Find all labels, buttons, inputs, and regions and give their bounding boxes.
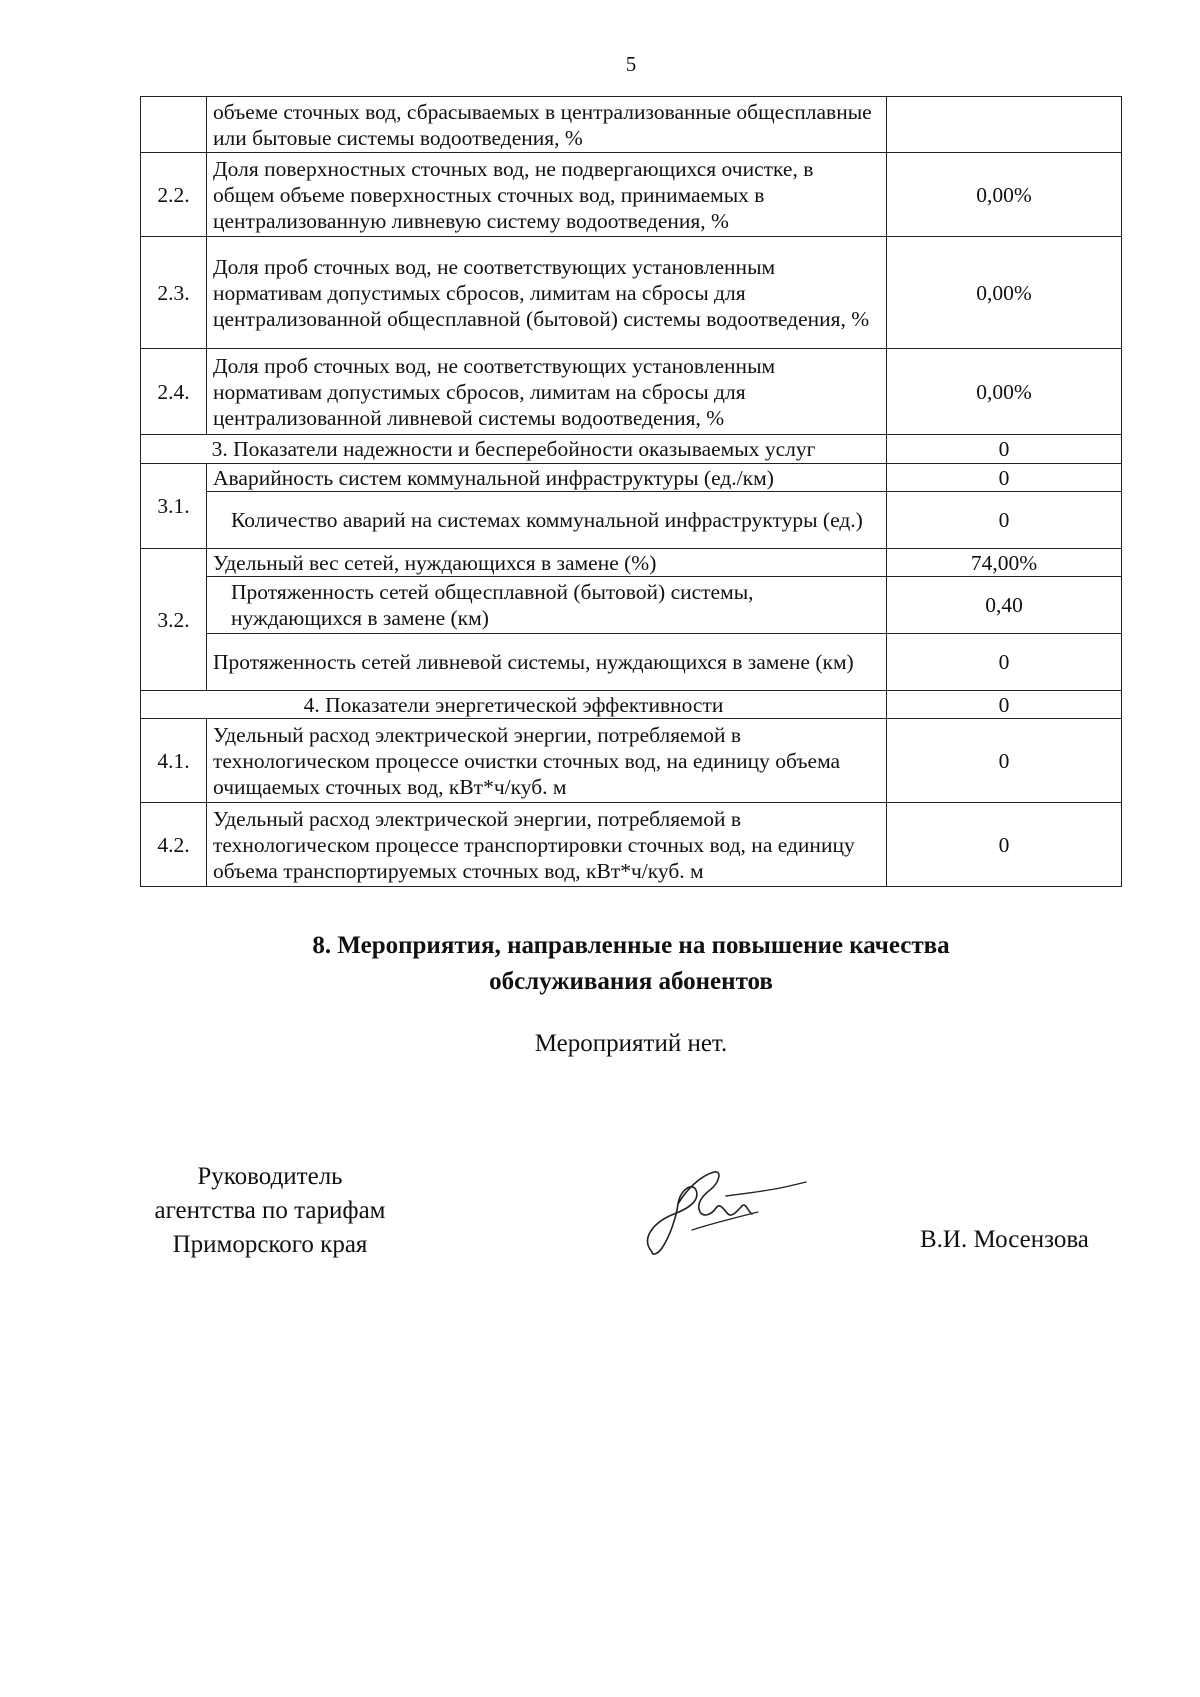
- table-row: [141, 349, 1122, 435]
- signer-position-line: Приморского края: [172, 1231, 368, 1258]
- indicator-value: 74,00%: [887, 549, 1122, 577]
- section-8-body: Мероприятий нет.: [534, 1030, 728, 1057]
- section-value: 0: [887, 691, 1122, 719]
- table-row: [141, 97, 1122, 153]
- signer-position-line: Руководитель: [197, 1163, 343, 1190]
- indicator-text: Количество аварий на системах коммунальной инфраструктуры (ед.): [207, 492, 887, 549]
- table-row: [141, 237, 1122, 349]
- page-number: 5: [625, 52, 637, 76]
- indicator-value: 0,00%: [887, 349, 1122, 435]
- table-row: [141, 464, 1122, 492]
- table-row: [141, 803, 1122, 887]
- signer-position-line: агентства по тарифам: [154, 1197, 386, 1224]
- indicator-value: 0: [887, 464, 1122, 492]
- indicator-text: Удельный вес сетей, нуждающихся в замене (%): [207, 549, 887, 577]
- indicator-text: Удельный расход электрической энергии, потребляемой в технологическом процессе очистки сточных вод, на единицу объема очищаемых сточных вод, кВт*ч/куб. м: [207, 719, 887, 803]
- indicator-value: 0: [887, 492, 1122, 549]
- table-row: [141, 719, 1122, 803]
- indicator-value: 0: [887, 634, 1122, 691]
- row-number: 2.3.: [141, 237, 207, 349]
- section-value: 0: [887, 435, 1122, 464]
- indicator-value: 0: [887, 803, 1122, 887]
- indicator-text: Аварийность систем коммунальной инфраструктуры (ед./км): [207, 464, 887, 492]
- indicator-text: Удельный расход электрической энергии, потребляемой в технологическом процессе транспортировки сточных вод, на единицу объема транспортируемых сточных вод, кВт*ч/куб. м: [207, 803, 887, 887]
- indicator-text: Протяженность сетей общесплавной (бытовой) системы, нуждающихся в замене (км): [207, 577, 887, 634]
- table-row: [141, 549, 1122, 577]
- section-8-title: [0, 928, 1200, 1000]
- table-section-row: [141, 435, 1122, 464]
- table-row: [141, 153, 1122, 237]
- section-8-title-line: 8. Мероприятия, направленные на повышение качества: [312, 932, 950, 959]
- section-8-title-line: обслуживания абонентов: [489, 968, 773, 995]
- row-number: 2.4.: [141, 349, 207, 435]
- indicators-table: [140, 96, 1122, 887]
- indicator-value: [887, 97, 1122, 153]
- indicator-value: 0,40: [887, 577, 1122, 634]
- indicator-text: объеме сточных вод, сбрасываемых в централизованные общесплавные или бытовые системы водоотведения, %: [207, 97, 887, 153]
- indicator-value: 0,00%: [887, 153, 1122, 237]
- indicator-value: 0,00%: [887, 237, 1122, 349]
- row-number: 3.2.: [141, 549, 207, 691]
- row-number: [141, 97, 207, 153]
- handwritten-signature-icon: [630, 1160, 810, 1270]
- indicator-text: Доля проб сточных вод, не соответствующих установленным нормативам допустимых сбросов, лимитам на сбросы для централизованной ливневой системы водоотведения, %: [207, 349, 887, 435]
- row-number: 4.1.: [141, 719, 207, 803]
- row-number: 4.2.: [141, 803, 207, 887]
- table-row: [141, 634, 1122, 691]
- table-row: [141, 577, 1122, 634]
- table-section-row: [141, 691, 1122, 719]
- signer-position: [110, 1160, 430, 1262]
- row-number: 2.2.: [141, 153, 207, 237]
- indicator-text: Протяженность сетей ливневой системы, нуждающихся в замене (км): [207, 634, 887, 691]
- indicator-text: Доля поверхностных сточных вод, не подвергающихся очистке, в общем объеме поверхностных сточных вод, принимаемых в централизованную ливневую систему водоотведения, %: [207, 153, 887, 237]
- section-heading: 3. Показатели надежности и бесперебойности оказываемых услуг: [141, 435, 887, 464]
- indicator-text: Доля проб сточных вод, не соответствующих установленным нормативам допустимых сбросов, лимитам на сбросы для централизованной общесплавной (бытовой) системы водоотведения, %: [207, 237, 887, 349]
- indicator-value: 0: [887, 719, 1122, 803]
- table-row: [141, 492, 1122, 549]
- row-number: 3.1.: [141, 464, 207, 549]
- section-heading: 4. Показатели энергетической эффективности: [141, 691, 887, 719]
- signer-name: В.И. Мосензова: [920, 1226, 1089, 1253]
